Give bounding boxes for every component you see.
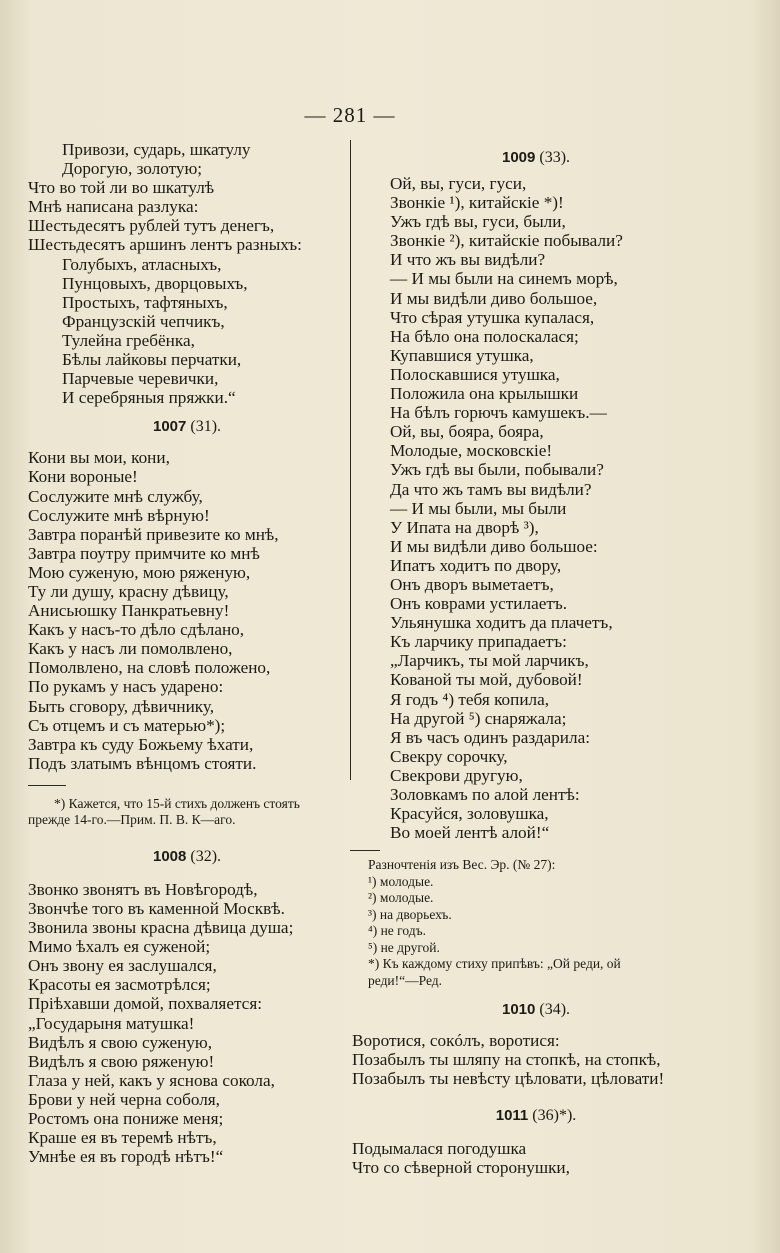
text-line: Завтра поранѣй привезите ко мнѣ, (28, 524, 279, 544)
text-line: Полоскавшися утушка, (390, 364, 560, 384)
text-line: На другой ⁵) снаряжала; (390, 708, 567, 728)
text-line: На бѣлъ горючъ камушекъ.— (390, 403, 607, 423)
text-line: Что во той ли во шкатулѣ (28, 178, 215, 198)
text-line: Дорогую, золотую; (62, 159, 203, 179)
text-line: У Ипата на дворѣ ³), (390, 517, 539, 537)
text-line: Купавшися утушка, (390, 345, 534, 365)
text-line: Кони вы мои, кони, (28, 448, 170, 468)
left-column (28, 140, 346, 1166)
text-line: Ульянушка ходитъ да плачетъ, (390, 613, 613, 633)
song-source-number: (36)*). (528, 1106, 577, 1124)
text-line: Пріѣхавши домой, похваляется: (28, 994, 262, 1014)
text-line: Онъ дворъ выметаетъ, (390, 574, 554, 594)
text-line: Звонко звонятъ въ Новѣгородѣ, (28, 879, 258, 899)
song-source-number: (32). (186, 847, 222, 865)
text-line: Кованой ты мой, дубовой! (390, 670, 583, 690)
text-line: Во моей лентѣ алой!“ (390, 823, 550, 843)
text-line: Ужъ гдѣ вы, гуси, были, (390, 212, 566, 232)
text-line: ⁵) не другой. (368, 939, 440, 955)
text-line: Онъ коврами устилаетъ. (390, 594, 568, 614)
text-line: Голубыхъ, атласныхъ, (62, 254, 222, 274)
text-line: Да что жъ тамъ вы видѣли? (390, 479, 592, 499)
text-line: Что со сѣверной сторонушки, (352, 1157, 570, 1177)
text-line: *) Кажется, что 15-й стихъ долженъ стоять (54, 795, 300, 811)
text-line: Подымалася погодушка (352, 1138, 527, 1158)
song-source-number: (33). (535, 149, 571, 166)
variants-rule (350, 850, 380, 851)
song-number: 1008 (152, 847, 187, 865)
text-line: Звонила звоны красна дѣвица душа; (28, 918, 294, 938)
text-line: ¹) молодые. (368, 873, 434, 889)
text-line: Звонкіе ²), китайскіе побывали? (390, 231, 623, 251)
footnote-1007 (28, 796, 346, 829)
text-line: Онъ звону ея заслушался, (28, 956, 217, 976)
song-heading-1011 (362, 1107, 710, 1125)
text-line: Ой, вы, бояра, бояра, (390, 422, 544, 442)
song-1011-text (352, 1139, 710, 1177)
song-heading-1010 (362, 1001, 710, 1019)
text-line: Свекру сорочку, (390, 746, 508, 766)
song-number: 1011 (495, 1106, 529, 1124)
right-column (352, 140, 710, 1177)
text-line: Ростомъ она пониже меня; (28, 1109, 224, 1129)
text-line: По рукамъ у насъ ударено: (28, 677, 224, 697)
text-line: — И мы были на синемъ морѣ, (390, 269, 618, 289)
text-line: Разночтенія изъ Вес. Эр. (№ 27): (368, 857, 556, 873)
text-line: Какъ у насъ-то дѣло сдѣлано, (28, 620, 245, 640)
song-source-number: (31). (186, 418, 222, 436)
text-line: Бѣлы лайковы перчатки, (62, 350, 242, 370)
text-line: Шестьдесятъ рублей тутъ денегъ, (28, 216, 275, 236)
text-line: Мою суженую, мою ряженую, (28, 562, 251, 582)
text-line: „Ларчикъ, ты мой ларчикъ, (390, 651, 589, 671)
column-divider (350, 140, 351, 780)
page-number: — 281 — (304, 103, 396, 127)
text-line: Красуйся, золовушка, (390, 804, 549, 824)
text-line: Быть сговору, дѣвичнику, (28, 696, 215, 716)
text-line: На бѣло она полоскалася; (390, 326, 579, 346)
song-1007-text (28, 448, 346, 773)
text-line: ⁴) не годъ. (368, 923, 426, 939)
text-line: Анисьюшку Панкратьевну! (28, 601, 230, 621)
text-line: Воротися, сокóлъ, воротися: (352, 1031, 560, 1051)
variant-readings (362, 857, 710, 989)
text-line: И что жъ вы видѣли? (390, 250, 546, 270)
text-line: Свекрови другую, (390, 765, 523, 785)
text-line: Звонкіе ¹), китайскіе *)! (390, 193, 564, 213)
text-line: Я въ часъ одинъ раздарила: (390, 727, 590, 747)
text-line: Простыхъ, тафтяныхъ, (62, 292, 228, 312)
text-line: Сослужите мнѣ службу, (28, 486, 203, 506)
text-line: И мы видѣли диво большое, (390, 288, 598, 308)
text-line: Я годъ ⁴) тебя копила, (390, 689, 550, 709)
text-line: Видѣлъ я свою суженую, (28, 1032, 213, 1052)
text-line: Шестьдесятъ аршинъ лентъ разныхъ: (28, 235, 302, 255)
footnote-rule (28, 785, 66, 786)
text-line: Французскій чепчикъ, (62, 311, 225, 331)
song-1010-text (352, 1031, 710, 1088)
song-number: 1010 (501, 1001, 536, 1019)
song-heading-1008 (28, 848, 346, 866)
text-line: Съ отцемъ и съ матерью*); (28, 715, 226, 735)
text-line: Что сѣрая утушка купалася, (390, 307, 595, 327)
text-line: Мимо ѣхалъ ея суженой; (28, 937, 211, 957)
text-line: Къ ларчику припадаетъ: (390, 632, 567, 652)
text-line: И серебряныя пряжки.“ (62, 388, 236, 408)
text-line: Ой, вы, гуси, гуси, (390, 174, 527, 193)
song-1008-text (28, 880, 346, 1166)
text-line: Ту ли душу, красну дѣвицу, (28, 581, 229, 601)
text-line: реди!“—Ред. (368, 972, 443, 988)
text-line: Золовкамъ по алой лентѣ: (390, 785, 580, 804)
song-heading-1009 (362, 149, 710, 167)
text-line: *) Къ каждому стиху припѣвъ: „Ой реди, ой (368, 956, 621, 972)
song-heading-1007 (28, 418, 346, 436)
song-number: 1007 (152, 418, 187, 436)
text-line: Молодые, московскіе! (390, 441, 553, 461)
text-line: Кони вороные! (28, 467, 138, 487)
text-line: Привози, сударь, шкатулу (62, 140, 251, 159)
text-line: Позабылъ ты невѣсту цѣловати, цѣловати! (352, 1069, 665, 1089)
text-line: ²) молодые. (368, 890, 434, 906)
text-line: Ужъ гдѣ вы были, побывали? (390, 460, 604, 480)
text-line: Красоты ея засмотрѣлся; (28, 975, 211, 995)
text-line: Тулейна гребёнка, (62, 330, 195, 350)
text-line: Сослужите мнѣ вѣрную! (28, 505, 210, 525)
text-line: Брови у ней черна соболя, (28, 1089, 220, 1109)
text-line: Подъ златымъ вѣнцомъ стояти. (28, 753, 257, 773)
text-line: Положила она крылышки (390, 384, 579, 404)
text-line: Краше ея въ теремѣ нѣтъ, (28, 1128, 217, 1148)
text-line: Пунцовыхъ, дворцовыхъ, (62, 273, 248, 293)
text-line: „Государыня матушка! (28, 1013, 195, 1033)
text-line: Ипатъ ходитъ по двору, (390, 555, 562, 575)
text-line: — И мы были, мы были (390, 498, 567, 518)
text-line: Звончѣе того въ каменной Москвѣ. (28, 899, 285, 918)
text-line: Мнѣ написана разлука: (28, 197, 199, 217)
text-line: Видѣлъ я свою ряженую! (28, 1051, 215, 1071)
text-line: И мы видѣли диво большое: (390, 536, 598, 556)
text-line: Глаза у ней, какъ у яснова сокола, (28, 1070, 275, 1090)
poem-continuation (28, 140, 346, 407)
text-line: Умнѣе ея въ городѣ нѣтъ!“ (28, 1147, 224, 1167)
song-number: 1009 (501, 149, 536, 166)
text-line: ³) на дворьехъ. (368, 906, 452, 922)
text-line: Парчевые черевички, (62, 369, 219, 389)
text-line: Завтра къ суду Божьему ѣхати, (28, 734, 254, 754)
text-line: прежде 14-го.—Прим. П. В. К—аго. (28, 812, 236, 828)
song-source-number: (34). (535, 1001, 571, 1019)
text-line: Позабылъ ты шляпу на стопкѣ, на стопкѣ, (352, 1050, 661, 1070)
song-1009-text (362, 174, 710, 842)
text-line: Помолвлено, на словѣ положено, (28, 658, 271, 678)
text-line: Какъ у насъ ли помолвлено, (28, 639, 233, 659)
text-line: Завтра поутру примчите ко мнѣ (28, 543, 260, 563)
